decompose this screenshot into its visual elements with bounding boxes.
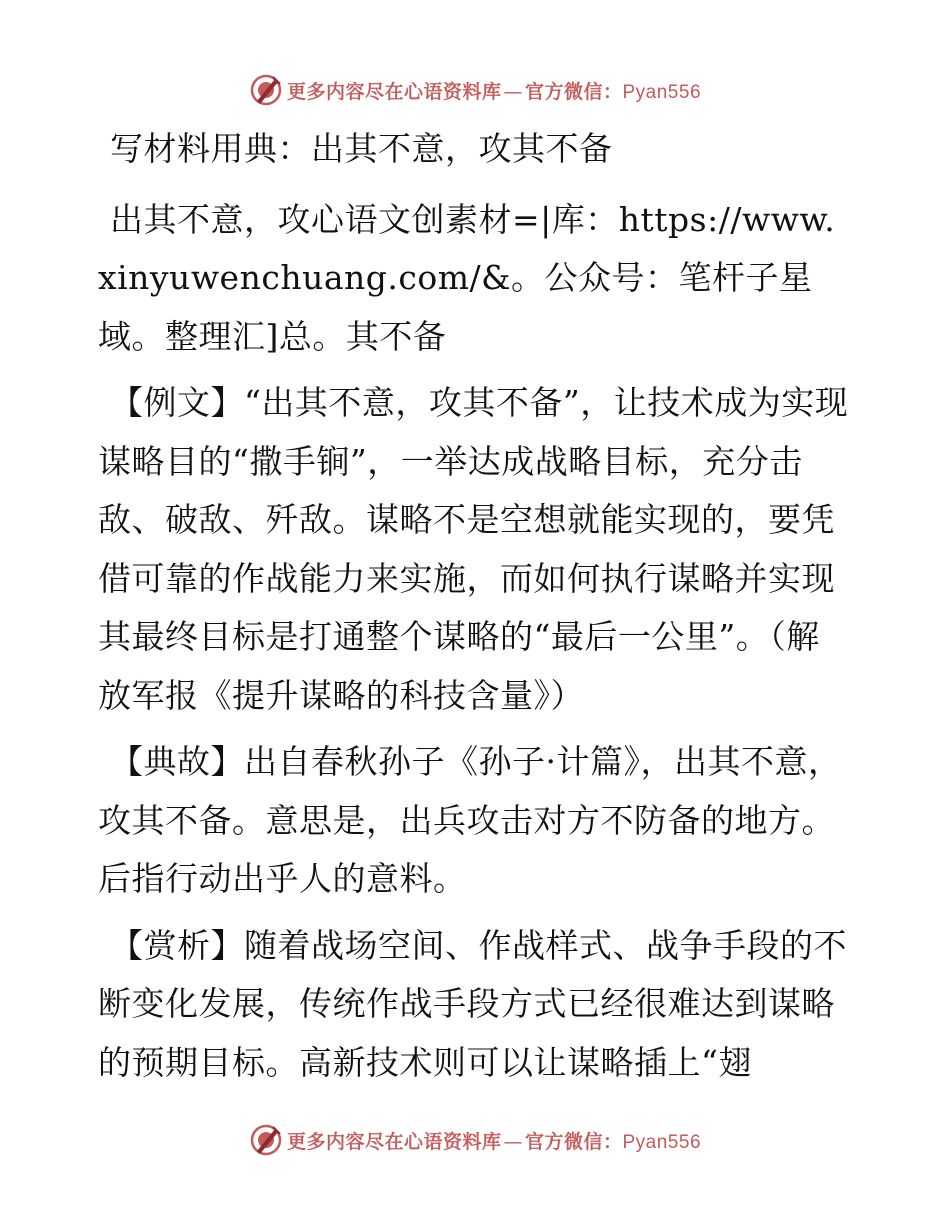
paragraph-appreciation: 【赏析】随着战场空间、作战样式、战争手段的不断变化发展，传统作战手段方式已经很难达到谋略的预期目标。高新技术则可以让谋略插上“翅: [98, 925, 847, 1082]
watermark-dash: —: [503, 1130, 523, 1153]
watermark-site-text: 更多内容尽在心语资料库: [286, 80, 502, 103]
watermark-wechat-label: 官方微信：: [524, 1130, 623, 1153]
watermark-footer: [0, 1120, 950, 1160]
document-body: [98, 120, 850, 1100]
watermark-wechat-label: 官方微信：: [524, 80, 623, 103]
paragraph-example: 【例文】“出其不意，攻其不备”，让技术成为实现谋略目的“撒手锏”，一举达成战略目标，充分击敌、破敌、歼敌。谋略不是空想就能实现的，要凭借可靠的作战能力来实施，而如何执行谋略并实现其最终目标是打通整个谋略的“最后一公里”。（解放军报《提升谋略的科技含量》）: [98, 383, 849, 715]
watermark-dash: —: [503, 80, 523, 103]
watermark-wechat-id: Pyan556: [622, 1131, 702, 1153]
paragraph-intro: 出其不意，攻心语文创素材=|库：https://www.xinyuwenchuang.com/&。公众号：笔杆子星域。整理汇]总。其不备: [98, 199, 836, 356]
quill-pen-seal-icon: [249, 1123, 283, 1157]
quill-pen-seal-icon: [249, 73, 283, 107]
watermark-header: [0, 70, 950, 110]
watermark-text: [287, 77, 701, 104]
watermark-wechat-id: Pyan556: [622, 81, 702, 103]
watermark-site-text: 更多内容尽在心语资料库: [286, 1130, 502, 1153]
watermark-text: [287, 1127, 701, 1154]
paragraph-allusion: 【典故】出自春秋孙子《孙子·计篇》，出其不意，攻其不备。意思是，出兵攻击对方不防备的地方。后指行动出乎人的意料。: [98, 742, 842, 898]
document-title: 写材料用典：出其不意，攻其不备: [110, 129, 613, 168]
